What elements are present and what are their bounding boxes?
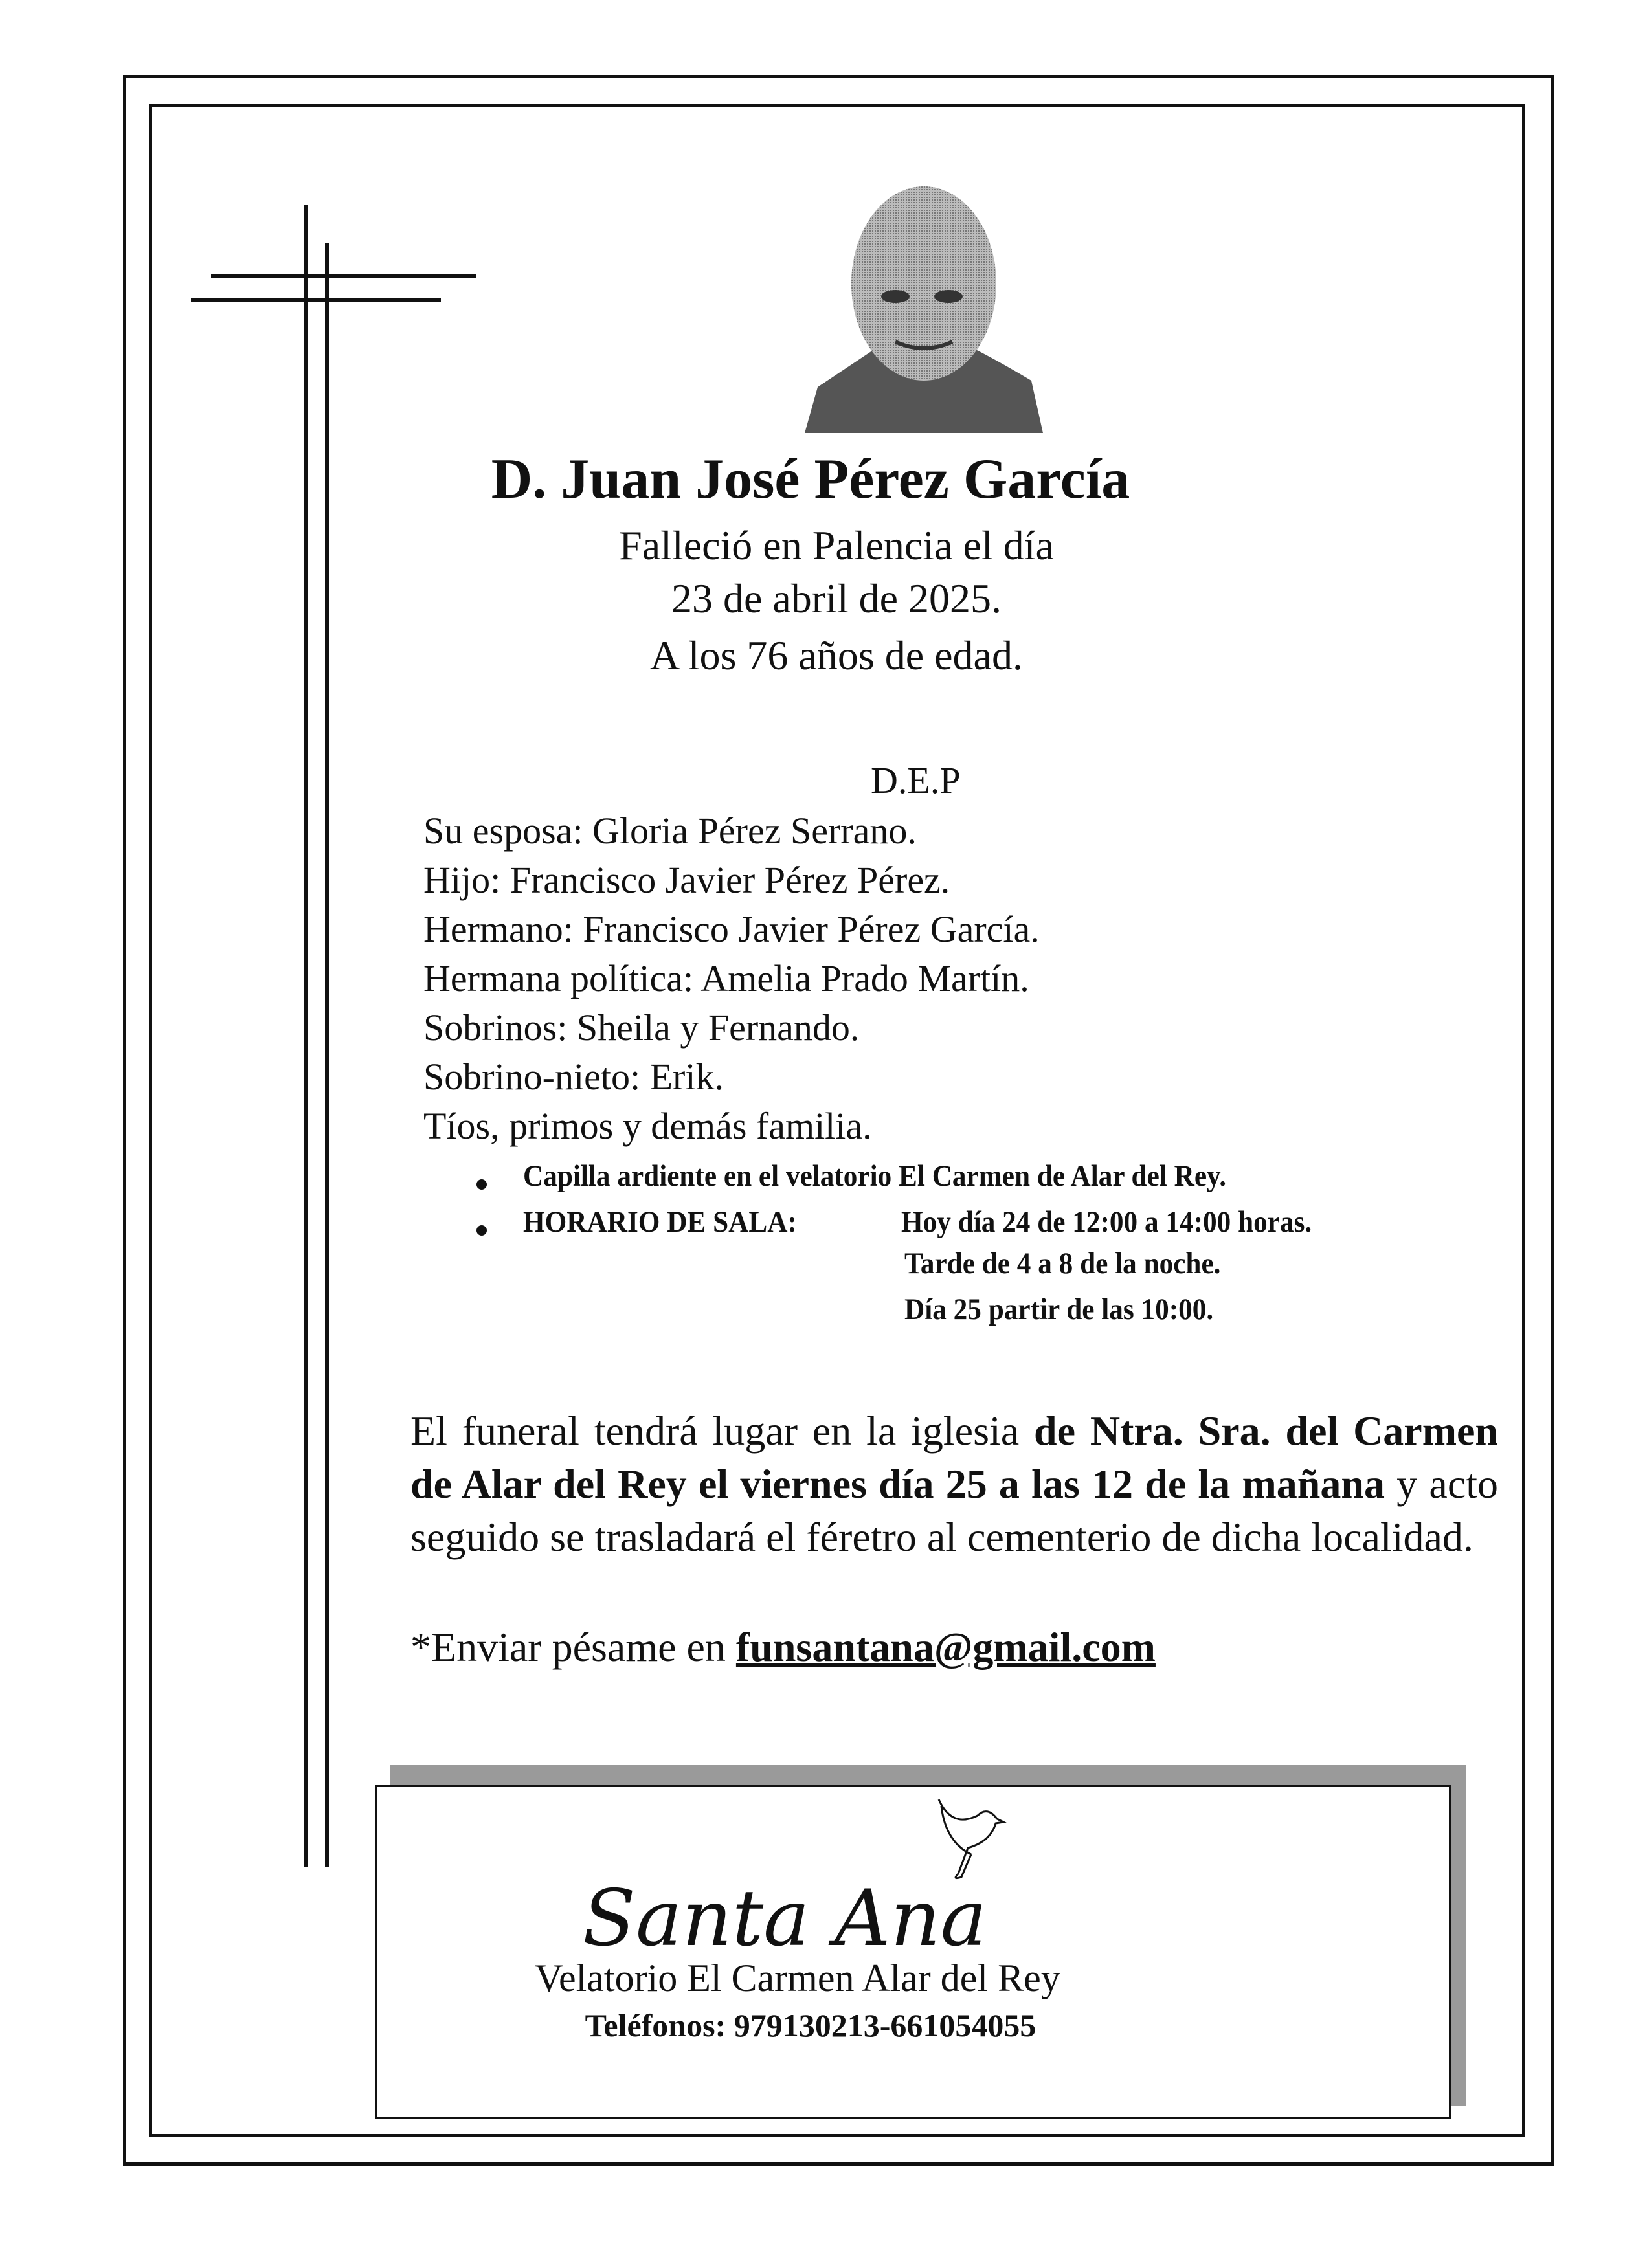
family-line: Tíos, primos y demás familia. bbox=[423, 1105, 872, 1147]
dove-icon bbox=[932, 1796, 1029, 1887]
death-date-line: 23 de abril de 2025. bbox=[671, 575, 1002, 621]
funeral-text-bold: de Ntra. Sra. del Carmen de Alar del Rey el viernes día 25 a las 12 de la mañana bbox=[410, 1408, 1499, 1507]
family-line: Hermano: Francisco Javier Pérez García. bbox=[423, 908, 1040, 950]
age-line: A los 76 años de edad. bbox=[650, 632, 1023, 678]
family-line: Su esposa: Gloria Pérez Serrano. bbox=[423, 810, 917, 852]
condolence-line bbox=[410, 1623, 1156, 1671]
family-line: Hermana política: Amelia Prado Martín. bbox=[423, 957, 1029, 999]
deceased-name: D. Juan José Pérez García bbox=[491, 448, 1130, 511]
schedule-line: Hoy día 24 de 12:00 a 14:00 horas. bbox=[901, 1205, 1312, 1239]
family-line: Sobrinos: Sheila y Fernando. bbox=[423, 1006, 860, 1049]
portrait-photo bbox=[805, 173, 1043, 433]
family-line: Sobrino-nieto: Erik. bbox=[423, 1056, 724, 1098]
bullet-icon bbox=[476, 1225, 487, 1236]
logo-santa-ana: Santa Ana bbox=[582, 1874, 987, 1964]
schedule-line: Día 25 partir de las 10:00. bbox=[904, 1293, 1214, 1326]
condolence-prefix: *Enviar pésame en bbox=[410, 1624, 736, 1670]
dep-label: D.E.P bbox=[871, 759, 961, 801]
family-line: Hijo: Francisco Javier Pérez Pérez. bbox=[423, 859, 950, 901]
schedule-line: Tarde de 4 a 8 de la noche. bbox=[904, 1247, 1221, 1280]
venue-name: Velatorio El Carmen Alar del Rey bbox=[535, 1957, 1060, 1999]
funeral-text: y acto seguido se trasladará el féretro al cementerio de dicha localidad. bbox=[410, 1461, 1499, 1560]
funeral-paragraph bbox=[410, 1405, 1498, 1564]
death-place-line: Falleció en Palencia el día bbox=[619, 522, 1054, 568]
phone-numbers: Teléfonos: 979130213-661054055 bbox=[585, 2007, 1036, 2043]
email-link[interactable]: funsantana@gmail.com bbox=[735, 1624, 1156, 1670]
funeral-text: El funeral tendrá lugar en la iglesia bbox=[410, 1408, 1035, 1454]
schedule-label: HORARIO DE SALA: bbox=[523, 1205, 797, 1239]
bullet-icon bbox=[476, 1179, 487, 1190]
chapel-info: Capilla ardiente en el velatorio El Carmen de Alar del Rey. bbox=[523, 1159, 1227, 1193]
